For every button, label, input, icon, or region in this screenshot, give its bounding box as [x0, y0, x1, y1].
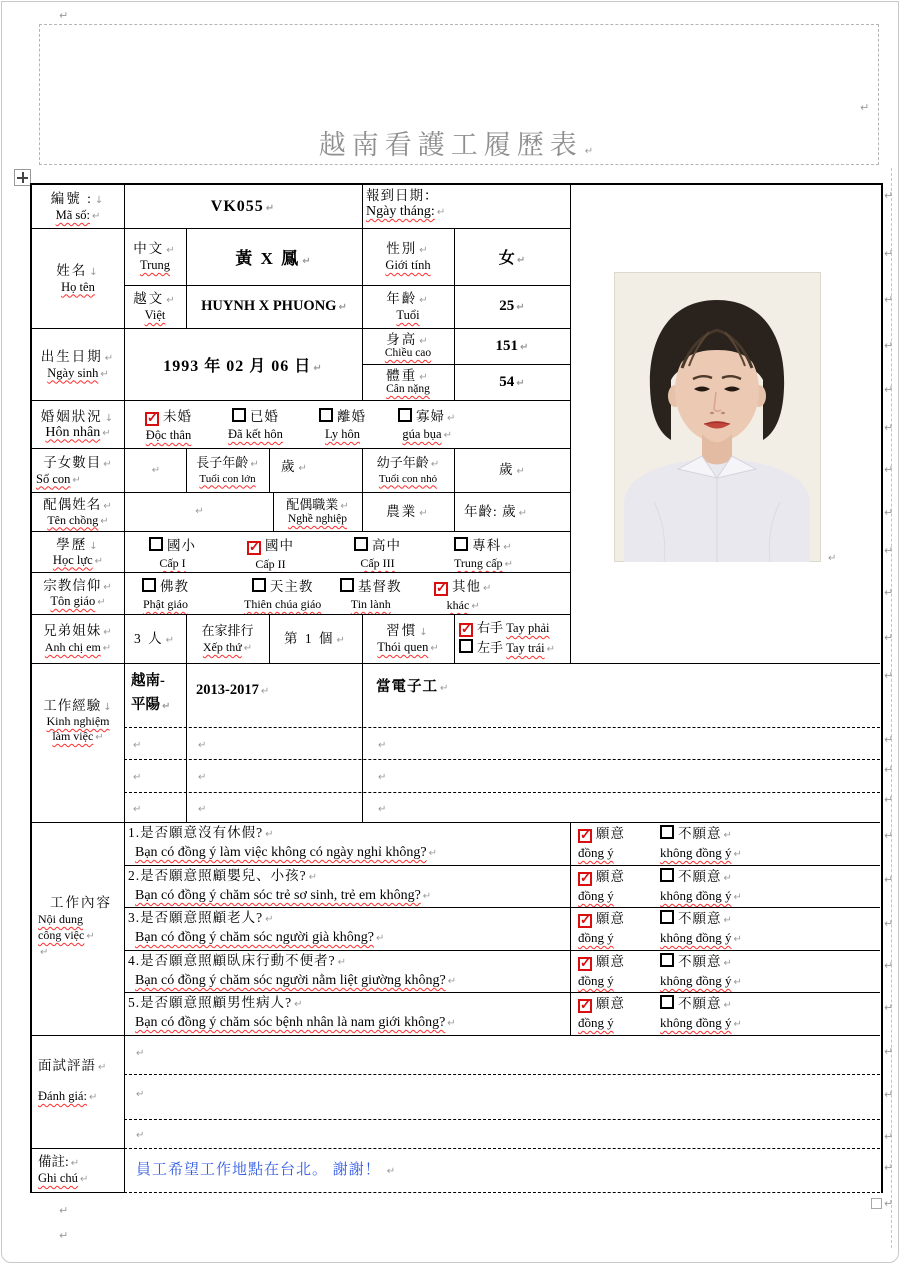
pilcrow-mark: ↵ — [337, 957, 348, 968]
pilcrow-mark: ↵ — [97, 597, 106, 608]
pilcrow-mark: ↵ — [504, 559, 513, 570]
checkbox-agree-icon[interactable]: ✓ — [580, 997, 592, 1012]
option-primary-school: 國小 Cấp I — [149, 534, 196, 571]
pilcrow-mark: ↵ — [294, 999, 304, 1010]
pilcrow-mark: ↵ — [79, 1174, 89, 1185]
field-habit-label: 習慣 ↓ Thói quen ↵ — [377, 623, 439, 654]
pilcrow-mark: ↵ — [95, 732, 104, 743]
checkbox-disagree-icon[interactable] — [660, 910, 674, 924]
checkbox-agree-icon[interactable]: ✓ — [580, 912, 592, 927]
pilcrow-mark: ↵ — [136, 1048, 145, 1059]
field-age-label: 年齡 ↵ Tuổi — [386, 291, 430, 322]
field-birth-value: 1993 年 02 月 06 日 ↵ — [163, 357, 323, 375]
pilcrow-mark: ↵ — [243, 643, 253, 654]
field-spouse-job-value: 農業 ↵ — [386, 504, 430, 519]
field-id-label: 編號 : ↓ Mã số: ↵ — [50, 191, 106, 222]
pilcrow-mark: ↵ — [166, 245, 177, 256]
option-college: 專科 ↵ Trung cấp ↵ — [454, 538, 513, 570]
pilcrow-mark: ↵ — [378, 772, 387, 783]
field-work-exp-label: 工作經驗 ↓ Kinh nghiệm làm việc ↵ — [43, 698, 113, 743]
pilcrow-mark: ↵ — [884, 1130, 894, 1143]
pilcrow-mark: ↵ — [884, 544, 894, 557]
field-height-label: 身高 ↵ Chiều cao — [384, 332, 432, 359]
pilcrow-mark: ↵ — [884, 247, 894, 260]
checkbox-left-hand-icon[interactable] — [459, 639, 473, 653]
checkbox-disagree-icon[interactable] — [660, 868, 674, 882]
field-age-value: 25 ↵ — [499, 298, 525, 314]
field-work-content-label: 工作內容 Nội dung công việc ↵ ↵ — [38, 895, 112, 958]
pilcrow-mark: ↵ — [98, 1062, 108, 1073]
field-education-label: 學歷 ↓ Học lực ↵ — [52, 536, 104, 567]
field-spouse-job-label: 配偶職業 ↵ Nghề nghiệp — [286, 497, 349, 525]
pilcrow-mark: ↵ — [884, 763, 894, 776]
pilcrow-mark: ↵ — [302, 256, 313, 267]
pilcrow-mark: ↵ — [516, 466, 525, 477]
pilcrow-mark: ↵ — [723, 830, 733, 841]
pilcrow-mark: ↵ — [422, 891, 432, 902]
pilcrow-mark: ↵ — [723, 915, 733, 926]
field-gender-label: 性別 ↵ Giới tính — [385, 241, 431, 272]
pilcrow-mark: ↵ — [100, 515, 109, 527]
field-birth-label: 出生日期 ↵ Ngày sinh ↵ — [40, 348, 116, 380]
pilcrow-mark: ↵ — [860, 101, 870, 114]
pilcrow-mark: ↵ — [102, 643, 112, 654]
pilcrow-mark: ↵ — [733, 892, 742, 903]
field-id-value: VK055 ↵ — [210, 197, 276, 215]
field-marriage-label: 婚姻狀況 ↓ Hôn nhân ↵ — [40, 408, 116, 440]
work-exp-empty-cell — [362, 759, 880, 792]
field-report-date: 報到日期： Ngày tháng: ↵ — [366, 188, 446, 219]
pilcrow-mark: ↵ — [430, 643, 439, 654]
text-boundary-line — [891, 168, 892, 1248]
pilcrow-mark: ↵ — [265, 829, 275, 840]
pilcrow-mark: ↵ — [884, 1161, 894, 1174]
pilcrow-mark: ↵ — [884, 1001, 894, 1014]
pilcrow-mark: ↵ — [723, 1000, 733, 1011]
pilcrow-mark: ↵ — [884, 1088, 894, 1101]
pilcrow-mark: ↵ — [298, 463, 307, 474]
field-siblings-label: 兄弟姐妹 ↵ Anh chị em ↵ — [43, 623, 113, 654]
pilcrow-mark: ↵ — [884, 586, 894, 599]
checkbox-middle-icon[interactable]: ✓ — [249, 539, 261, 554]
pilcrow-mark: ↵ — [59, 1204, 69, 1217]
pilcrow-mark: ↵ — [386, 1166, 396, 1177]
work-exp-empty-cell — [124, 727, 186, 759]
field-spouse-name-value — [124, 492, 273, 531]
checkbox-christian-icon[interactable] — [340, 578, 354, 592]
pilcrow-mark: ↵ — [59, 1229, 69, 1242]
pilcrow-mark: ↵ — [447, 976, 457, 987]
pilcrow-mark: ↵ — [884, 383, 894, 396]
pilcrow-mark: ↵ — [250, 458, 259, 470]
field-handedness: ✓ 右手 Tay phải 左手 Tay trái ↵ — [461, 620, 555, 655]
checkbox-single-icon[interactable]: ✓ — [147, 410, 159, 425]
pilcrow-mark: ↵ — [546, 644, 555, 655]
pilcrow-mark: ↵ — [884, 189, 894, 202]
pilcrow-mark: ↵ — [70, 1158, 80, 1169]
pilcrow-mark: ↵ — [483, 583, 493, 594]
answer-row: ✓ 願意 不願意 ↵ đồng ý không đồng ý ↵ — [578, 869, 742, 903]
checkbox-college-icon[interactable] — [454, 537, 468, 551]
option-buddhism: 佛教 Phật giáo — [143, 579, 189, 611]
field-eldest-age-label: 長子年齡 ↵ Tuổi con lớn — [196, 454, 259, 485]
pilcrow-mark: ↵ — [584, 146, 600, 157]
pilcrow-mark: ↵ — [733, 934, 742, 945]
pilcrow-mark: ↵ — [260, 686, 270, 697]
applicant-photo[interactable] — [614, 272, 821, 562]
field-weight-value: 54 ↵ — [499, 373, 525, 390]
pilcrow-mark: ↵ — [440, 683, 449, 694]
pilcrow-mark: ↵ — [198, 804, 207, 815]
pilcrow-mark: ↵ — [884, 917, 894, 930]
pilcrow-mark: ↵ — [59, 9, 69, 22]
field-weight-label: 體重 ↵ Cân nặng — [386, 368, 430, 395]
pilcrow-mark: ↵ — [443, 430, 452, 441]
pilcrow-mark: ↵ — [884, 959, 894, 972]
pilcrow-mark: ↵ — [102, 427, 111, 439]
evaluation-empty-row — [124, 1119, 880, 1148]
option-married: 已婚 Đã kết hôn — [228, 409, 283, 441]
pilcrow-mark: ↵ — [103, 582, 113, 593]
checkbox-disagree-icon[interactable] — [660, 825, 674, 839]
pilcrow-mark: ↵ — [884, 421, 894, 434]
pilcrow-mark: ↵ — [165, 635, 176, 646]
table-resize-handle[interactable] — [871, 1198, 882, 1209]
question-row: 5.是否願意照顧男性病人? ↵ Bạn có đồng ý chăm sóc bệnh nhân là nam giới không? ↵ — [128, 995, 456, 1030]
option-middle-school: ✓ 國中 Cấp II — [249, 538, 294, 571]
question-row: 2.是否願意照顧嬰兒、小孩? ↵ Bạn có đồng ý chăm sóc trẻ sơ sinh, trẻ em không? ↵ — [128, 868, 432, 903]
checkbox-disagree-icon[interactable] — [660, 995, 674, 1009]
work-exp-empty-cell — [362, 792, 880, 822]
pilcrow-mark: ↵ — [103, 500, 113, 512]
pilcrow-mark: ↵ — [338, 302, 347, 313]
pilcrow-mark: ↵ — [94, 555, 104, 567]
religion-options — [124, 572, 570, 614]
option-catholic: 天主教 Thiên chúa giáo — [244, 579, 322, 611]
checkbox-primary-icon[interactable] — [149, 537, 163, 551]
pilcrow-mark: ↵ — [378, 740, 387, 751]
pilcrow-mark: ↵ — [733, 977, 742, 988]
question-row: 3.是否願意照顧老人? ↵ Bạn có đồng ý chăm sóc người già không? ↵ — [128, 910, 385, 945]
pilcrow-mark: ↵ — [133, 740, 142, 751]
pilcrow-mark: ↵ — [884, 873, 894, 886]
checkbox-other-icon[interactable]: ✓ — [436, 580, 448, 595]
pilcrow-mark: ↵ — [340, 501, 349, 512]
question-row: 1.是否願意沒有休假? ↵ Bạn có đồng ý làm việc không có ngày nghỉ không? ↵ — [128, 825, 437, 860]
work-exp-empty-cell — [124, 792, 186, 822]
pilcrow-mark: ↵ — [103, 627, 113, 638]
pilcrow-mark: ↵ — [884, 793, 894, 806]
field-name-zh-value: 黃 X 鳳 ↵ — [235, 249, 313, 268]
pilcrow-mark: ↵ — [100, 368, 109, 380]
answer-row: ✓ 願意 不願意 ↵ đồng ý không đồng ý ↵ — [578, 996, 742, 1030]
pilcrow-mark: ↵ — [884, 506, 894, 519]
linebreak-mark: ↓ — [89, 266, 100, 278]
checkbox-buddhism-icon[interactable] — [142, 578, 156, 592]
pilcrow-mark: ↵ — [428, 848, 437, 859]
pilcrow-mark: ↵ — [884, 631, 894, 644]
field-siblings-count: 3 人 ↵ — [133, 631, 176, 646]
pilcrow-mark: ↵ — [166, 295, 177, 306]
field-gender-value: 女 ↵ — [498, 250, 526, 267]
pilcrow-mark: ↵ — [516, 377, 525, 389]
pilcrow-mark: ↵ — [133, 772, 142, 783]
answer-row: ✓ 願意 不願意 ↵ đồng ý không đồng ý ↵ — [578, 911, 742, 945]
pilcrow-mark: ↵ — [133, 804, 142, 815]
pilcrow-mark: ↵ — [884, 339, 894, 352]
pilcrow-mark: ↵ — [86, 931, 95, 942]
pilcrow-mark: ↵ — [265, 202, 276, 214]
pilcrow-mark: ↵ — [104, 352, 116, 364]
resume-form-table — [32, 185, 881, 1193]
pilcrow-mark: ↵ — [198, 772, 207, 783]
pilcrow-mark: ↵ — [336, 635, 347, 646]
pilcrow-mark: ↵ — [265, 914, 275, 925]
pilcrow-mark: ↵ — [516, 255, 526, 266]
pilcrow-mark: ↵ — [375, 933, 385, 944]
field-spouse-age: 年齡: 歲 ↵ — [464, 504, 528, 519]
evaluation-empty-row — [124, 1074, 880, 1119]
linebreak-mark: ↓ — [94, 195, 106, 206]
pilcrow-mark: ↵ — [447, 1018, 456, 1029]
pilcrow-mark: ↵ — [103, 458, 113, 470]
pilcrow-mark: ↵ — [162, 701, 171, 712]
work-exp-empty-cell — [186, 792, 362, 822]
checkbox-divorced-icon[interactable] — [319, 408, 333, 422]
field-youngest-age-label: 幼子年齡 ↵ Tuổi con nhỏ — [376, 454, 440, 485]
field-children-count — [124, 448, 186, 492]
pilcrow-mark: ↵ — [884, 829, 894, 842]
answer-row: ✓ 願意 不願意 ↵ đồng ý không đồng ý ↵ — [578, 826, 742, 860]
pilcrow-mark: ↵ — [308, 872, 319, 883]
option-other-religion: ✓ 其他 ↵ khác ↵ — [436, 579, 493, 612]
work-exp-empty-cell — [124, 759, 186, 792]
checkbox-high-icon[interactable] — [354, 537, 368, 551]
pilcrow-mark: ↵ — [723, 958, 733, 969]
option-christian: 基督教 Tin lành — [340, 575, 402, 612]
document-page — [1, 1, 899, 1263]
marriage-options — [124, 400, 570, 448]
field-children-label: 子女數目 ↵ Số con ↵ — [36, 454, 113, 486]
education-options — [124, 531, 570, 572]
pilcrow-mark: ↵ — [195, 506, 204, 517]
pilcrow-mark: ↵ — [516, 302, 525, 313]
pilcrow-mark: ↵ — [884, 733, 894, 746]
pilcrow-mark: ↵ — [419, 295, 430, 306]
work-exp-empty-cell — [186, 759, 362, 792]
pilcrow-mark: ↵ — [828, 553, 837, 564]
checkbox-widowed-icon[interactable] — [398, 408, 412, 422]
option-divorced: 離婚 Ly hôn — [319, 405, 366, 442]
pilcrow-mark: ↵ — [313, 362, 323, 374]
pilcrow-mark: ↵ — [198, 740, 207, 751]
field-height-value: 151 ↵ — [495, 337, 529, 354]
pilcrow-mark: ↵ — [72, 474, 81, 486]
pilcrow-mark: ↵ — [378, 804, 387, 815]
field-name-vn-tag: 越文 ↵ Việt — [133, 291, 177, 322]
pilcrow-mark: ↵ — [471, 601, 480, 612]
field-youngest-age-value: 歲 ↵ — [499, 462, 525, 477]
pilcrow-mark: ↵ — [884, 293, 894, 306]
linebreak-mark: ↓ — [103, 702, 113, 713]
field-religion-label: 宗教信仰 ↵ Tôn giáo ↵ — [43, 578, 113, 608]
field-evaluation-label: 面試評語 ↵ Đánh giá: ↵ — [38, 1058, 108, 1103]
work-exp-empty-cell — [362, 727, 880, 759]
page-title: 越南看護工履歷表 ↵ — [318, 130, 600, 160]
checkbox-agree-icon[interactable]: ✓ — [580, 870, 592, 885]
field-name-label: 姓名 ↓ Họ tên — [56, 262, 100, 294]
pilcrow-mark: ↵ — [436, 207, 446, 218]
checkbox-catholic-icon[interactable] — [252, 578, 266, 592]
pilcrow-mark: ↵ — [884, 1045, 894, 1058]
pilcrow-mark: ↵ — [40, 947, 49, 958]
field-eldest-age-value: 歲 ↵ — [281, 459, 307, 474]
field-name-vn-value: HUYNH X PHUONG ↵ — [201, 298, 347, 314]
checkbox-disagree-icon[interactable] — [660, 953, 674, 967]
option-high-school: 高中 Cấp III — [354, 534, 401, 571]
field-name-zh-tag: 中文 ↵ Trung — [133, 241, 177, 272]
linebreak-mark: ↓ — [89, 540, 100, 552]
work-exp-empty-cell — [186, 727, 362, 759]
pilcrow-mark: ↵ — [733, 849, 742, 860]
photo-cell — [570, 185, 880, 663]
pilcrow-mark: ↵ — [419, 508, 430, 519]
work-exp-period: 2013-2017 ↵ — [196, 682, 270, 698]
pilcrow-mark: ↵ — [447, 413, 457, 424]
pilcrow-mark: ↵ — [884, 463, 894, 476]
linebreak-mark: ↓ — [104, 412, 116, 424]
linebreak-mark: ↓ — [419, 627, 430, 638]
work-exp-place: 越南- 平陽 ↵ — [131, 673, 171, 713]
field-notes-label: 備註: ↵ Ghi chú ↵ — [38, 1154, 89, 1185]
pilcrow-mark: ↵ — [419, 245, 430, 256]
pilcrow-mark: ↵ — [88, 1092, 98, 1103]
pilcrow-mark: ↵ — [723, 873, 733, 884]
field-rank-label: 在家排行 Xếp thứ ↵ — [201, 623, 254, 654]
option-widowed: 寡婦 ↵ gúa bụa ↵ — [398, 405, 456, 442]
field-rank-value: 第 1 個 ↵ — [284, 631, 347, 646]
title-textbox — [39, 24, 879, 165]
pilcrow-mark: ↵ — [884, 1197, 894, 1210]
pilcrow-mark: ↵ — [520, 341, 529, 353]
pilcrow-mark: ↵ — [430, 458, 440, 470]
answer-row: ✓ 願意 不願意 ↵ đồng ý không đồng ý ↵ — [578, 954, 742, 988]
pilcrow-mark: ↵ — [884, 669, 894, 682]
pilcrow-mark: ↵ — [419, 336, 430, 347]
pilcrow-mark: ↵ — [419, 372, 430, 383]
checkbox-agree-icon[interactable]: ✓ — [580, 827, 592, 842]
pilcrow-mark: ↵ — [136, 1089, 145, 1100]
pilcrow-mark: ↵ — [503, 542, 513, 553]
question-row: 4.是否願意照顧臥床行動不便者? ↵ Bạn có đồng ý chăm sóc người nằm liệt giường không? ↵ — [128, 953, 457, 988]
notes-value: 員工希望工作地點在台北。 謝謝！ ↵ — [136, 1162, 396, 1178]
pilcrow-mark: ↵ — [136, 1130, 145, 1141]
evaluation-empty-row — [124, 1035, 880, 1074]
pilcrow-mark: ↵ — [733, 1019, 742, 1030]
work-exp-description: 當電子工 ↵ — [376, 679, 449, 695]
table-move-handle-icon[interactable] — [14, 169, 31, 186]
field-spouse-label: 配偶姓名 ↵ Tên chồng ↵ — [43, 496, 113, 527]
pilcrow-mark: ↵ — [151, 464, 161, 476]
checkbox-married-icon[interactable] — [232, 408, 246, 422]
pilcrow-mark: ↵ — [518, 508, 528, 519]
checkbox-agree-icon[interactable]: ✓ — [580, 955, 592, 970]
checkbox-right-hand-icon[interactable]: ✓ — [461, 621, 472, 636]
option-single: ✓ 未婚 Độc thân — [145, 409, 192, 442]
pilcrow-mark: ↵ — [91, 211, 101, 222]
